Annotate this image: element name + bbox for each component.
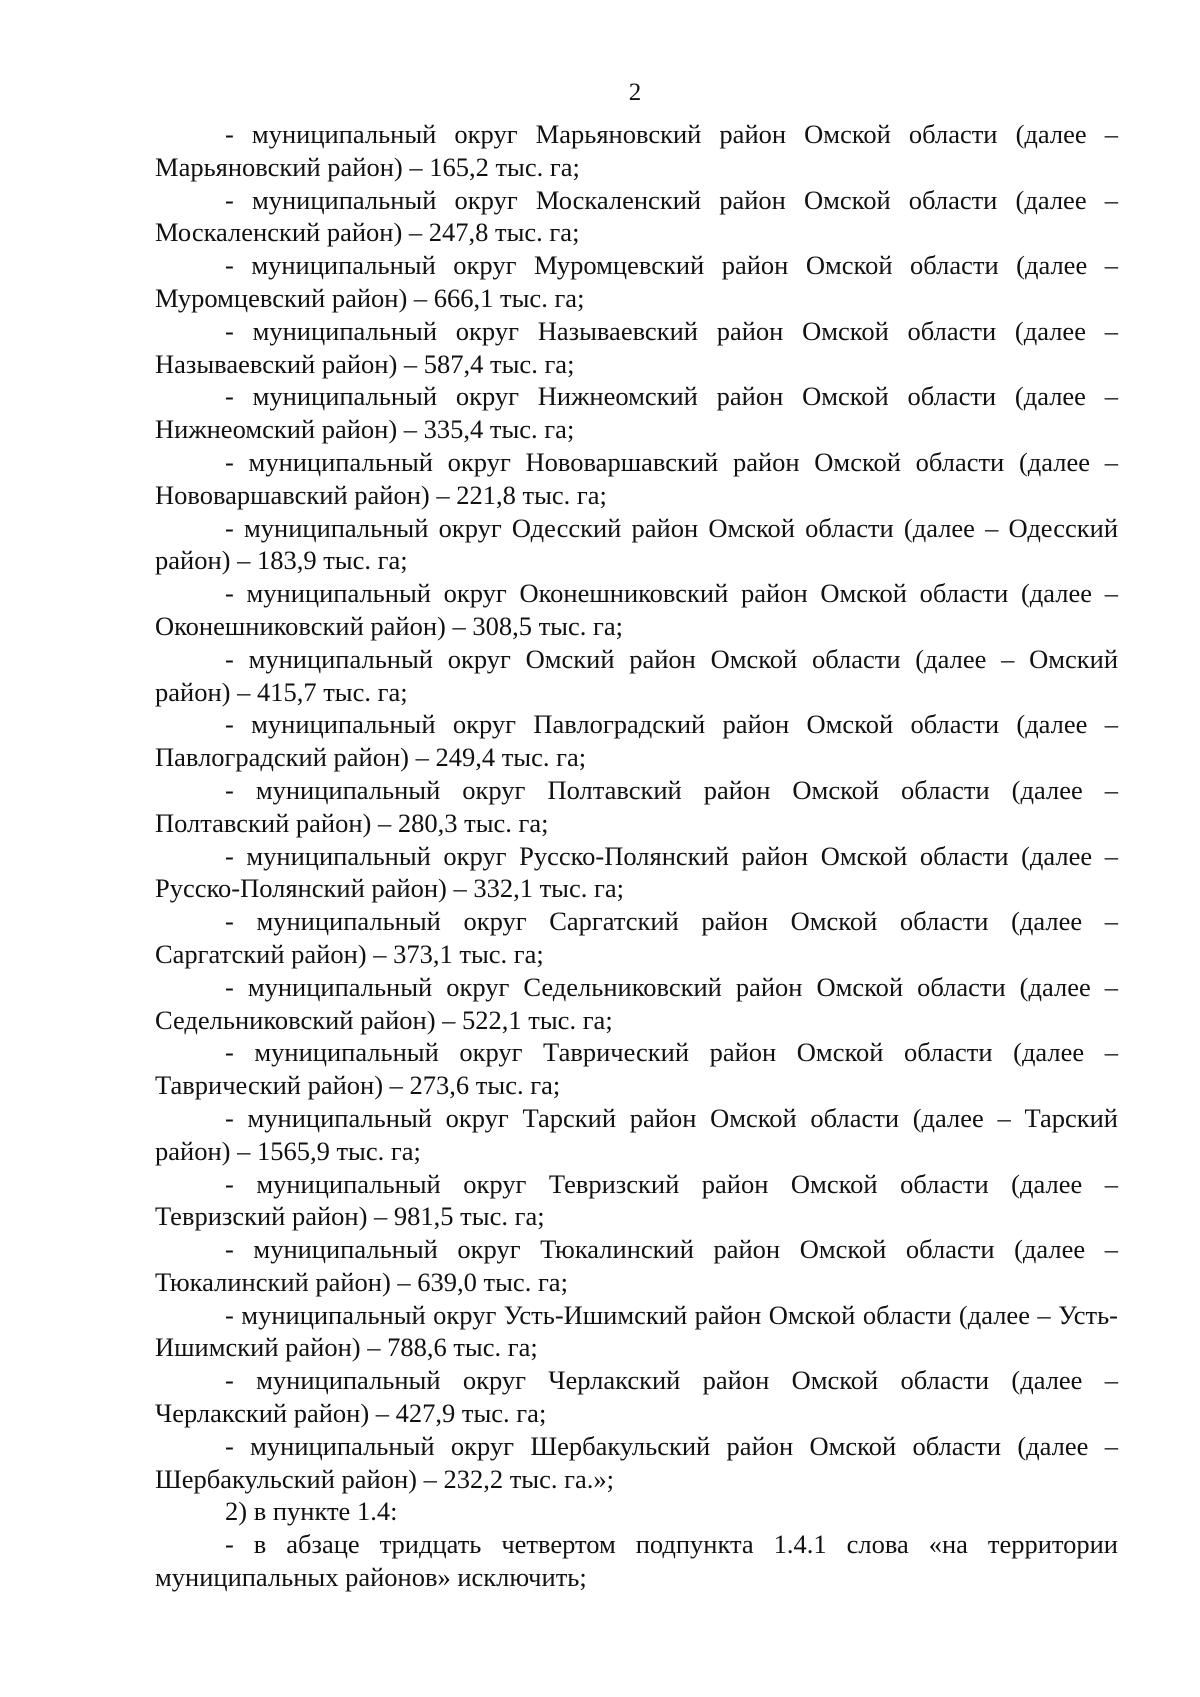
paragraph-poltavsky: - муниципальный округ Полтавский район Омской области (далее – Полтавский район) – 280,3 тыс. га; [155,774,1118,838]
paragraph-cherlaksky: - муниципальный округ Черлакский район Омской области (далее – Черлакский район) – 427,9 тыс. га; [155,1365,1118,1429]
paragraph-odessky: - муниципальный округ Одесский район Омской области (далее – Одесский район) – 183,9 тыс. га; [155,512,1118,576]
paragraph-okoneshnikovsky: - муниципальный округ Оконешниковский район Омской области (далее – Оконешниковский район) – 308,5 тыс. га; [155,578,1118,641]
paragraph-tyukalinsky: - муниципальный округ Тюкалинский район Омской области (далее – Тюкалинский район) – 639,0 тыс. га; [155,1234,1118,1297]
paragraph-nizhneomsky: - муниципальный округ Нижнеомский район Омской области (далее – Нижнеомский район) – 335,4 тыс. га; [155,381,1118,445]
paragraph-sargatsky: - муниципальный округ Саргатский район Омской области (далее – Саргатский район) – 373,1 тыс. га; [155,906,1118,969]
paragraph-sedelnikovsky: - муниципальный округ Седельниковский район Омской области (далее – Седельниковский район) – 522,1 тыс. га; [155,971,1118,1035]
paragraph-marianovsky: - муниципальный округ Марьяновский район Омской области (далее – Марьяновский район) – 165,2 тыс. га; [155,119,1118,182]
paragraph-pavlogradsky: - муниципальный округ Павлоградский район Омской области (далее – Павлоградский район) – 249,4 тыс. га; [155,709,1118,773]
page-number: 2 [628,79,642,106]
paragraph-muromtsevsky: - муниципальный округ Муромцевский район Омской области (далее – Муромцевский район) – 666,1 тыс. га; [155,250,1118,313]
paragraph-nazyvaevsky: - муниципальный округ Называевский район Омской области (далее – Называевский район) – 587,4 тыс. га; [155,315,1118,379]
paragraph-ust-ishimsky: - муниципальный округ Усть-Ишимский район Омской области (далее – Усть-Ишимский район) – 788,6 тыс. га; [155,1299,1118,1363]
paragraph-tarsky: - муниципальный округ Тарский район Омской области (далее – Тарский район) – 1565,9 тыс. га; [155,1102,1118,1166]
paragraph-russko-polyansky: - муниципальный округ Русско-Полянский район Омской области (далее – Русско-Полянский район) – 332,1 тыс. га; [155,840,1118,904]
paragraph-item-1-4: 2) в пункте 1.4: [225,1496,398,1527]
paragraph-novovarshavsky: - муниципальный округ Нововаршавский район Омской области (далее – Нововаршавский район) – 221,8 тыс. га; [155,446,1118,510]
paragraph-sherbakulsky: - муниципальный округ Шербакульский район Омской области (далее – Шербакульский район) – 232,2 тыс. га.»; [155,1430,1118,1494]
document-body [155,118,1118,1594]
paragraph-moskalensky: - муниципальный округ Москаленский район Омской области (далее – Москаленский район) – 247,8 тыс. га; [155,184,1118,248]
paragraph-tavrichesky: - муниципальный округ Таврический район Омской области (далее – Таврический район) – 273,6 тыс. га; [155,1037,1118,1101]
paragraph-omsky: - муниципальный округ Омский район Омской области (далее – Омский район) – 415,7 тыс. га; [155,643,1118,707]
paragraph-subitem-1-4-1: - в абзаце тридцать четвертом подпункта 1.4.1 слова «на территории муниципальных районов» исключить; [155,1529,1118,1593]
paragraph-tevrizsky: - муниципальный округ Тевризский район Омской области (далее – Тевризский район) – 981,5 тыс. га; [155,1168,1118,1232]
